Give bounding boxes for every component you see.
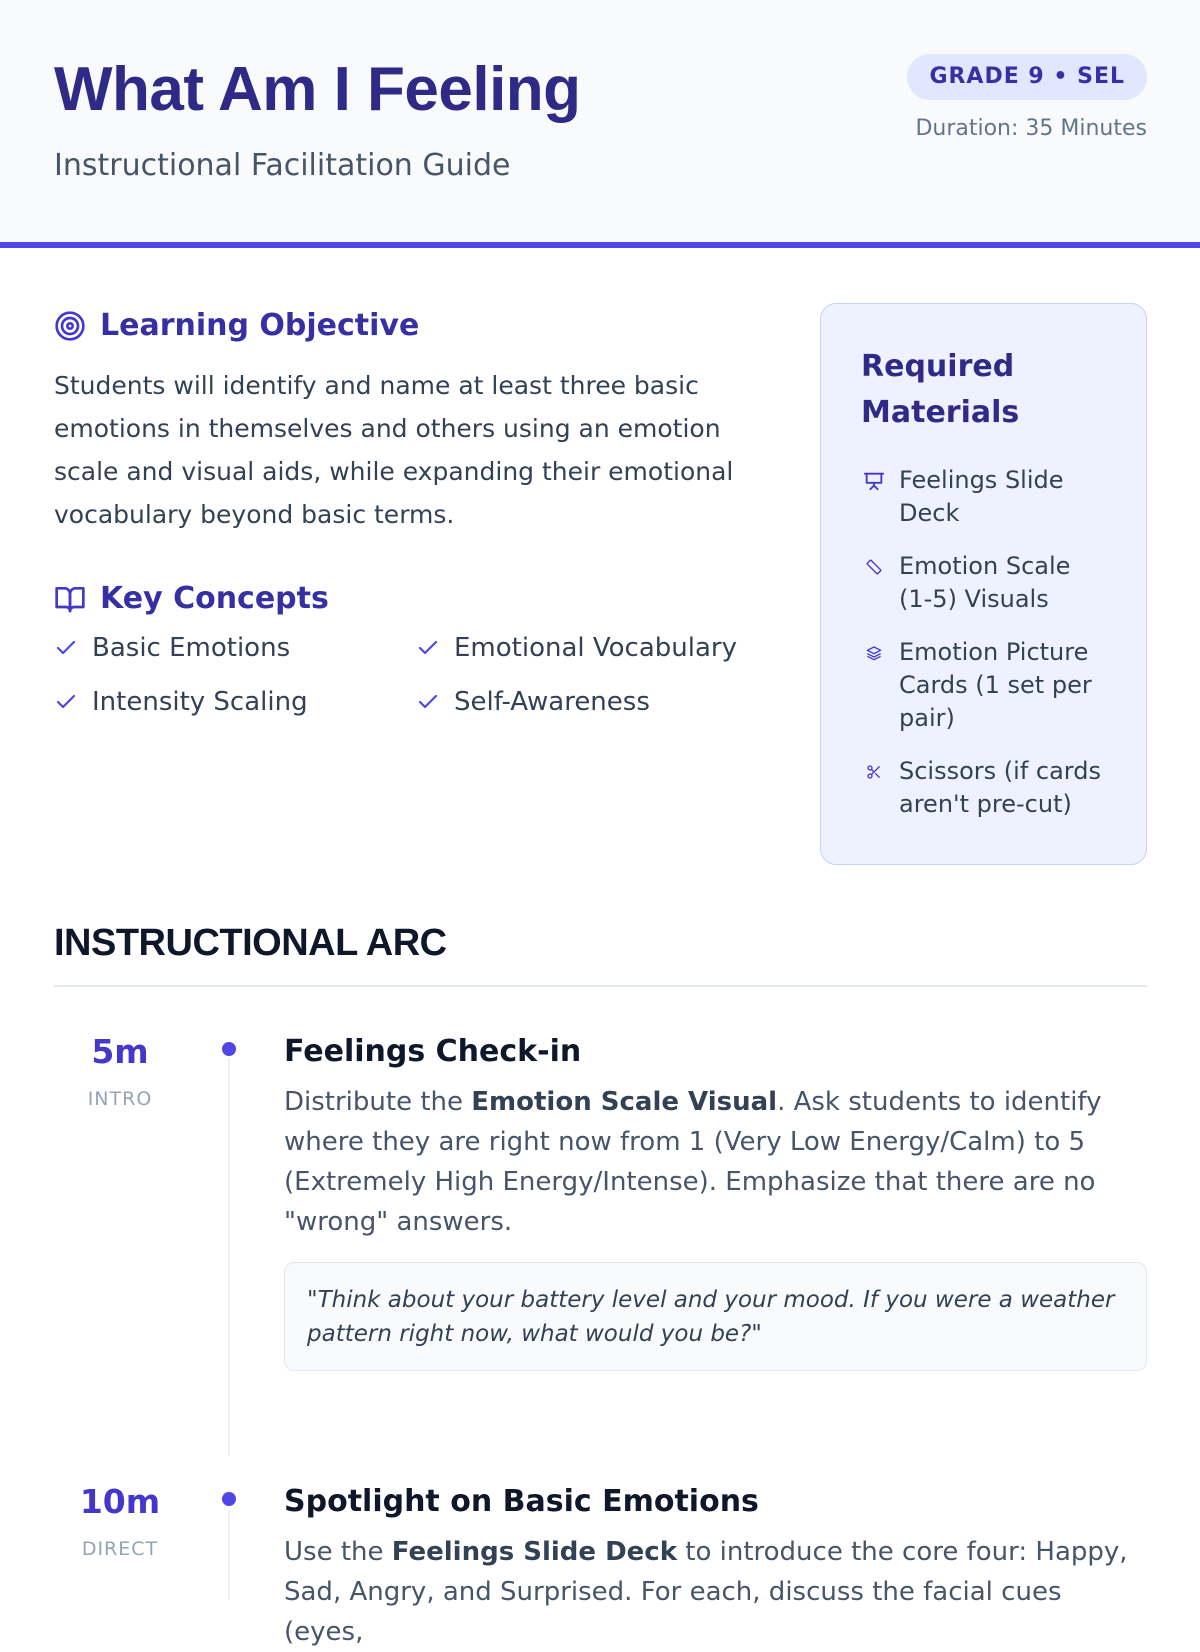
concept-item	[54, 630, 416, 666]
page-subtitle: Instructional Facilitation Guide	[54, 148, 511, 183]
objective-text: Students will identify and name at least three basic emotions in themselves and others using an emotion scale and visual aids, while expanding their emotional vocabulary beyond basic terms.	[54, 371, 734, 529]
material-item	[861, 464, 1106, 530]
step-body-text: . Ask students to identify where they are right now from 1 (Very Low Energy/Calm) to 5 (Extremely High Energy/Intense). Emphasize that there are no "wrong" answers.	[284, 1087, 1102, 1237]
step-body-emphasis: Emotion Scale Visual	[471, 1087, 778, 1117]
step-body-text: Distribute the	[284, 1087, 472, 1117]
material-label: Scissors (if cards aren't pre-cut)	[899, 757, 1101, 818]
step-body-emphasis: Feelings Slide Deck	[391, 1537, 677, 1567]
concept-label: Emotional Vocabulary	[454, 633, 738, 663]
materials-heading: Required Materials	[861, 349, 1020, 430]
step-title: Spotlight on Basic Emotions	[284, 1484, 759, 1519]
book-open-icon	[54, 583, 86, 615]
page-title: What Am I Feeling	[54, 55, 581, 124]
concept-label: Self-Awareness	[454, 687, 650, 717]
arc-heading: INSTRUCTIONAL ARC	[54, 922, 447, 964]
check-icon	[416, 636, 440, 660]
step-phase: INTRO	[87, 1088, 153, 1110]
step-time: 10m	[79, 1482, 161, 1521]
step-quote: "Think about your battery level and your mood. If you were a weather pattern right now, what would you be?"	[284, 1262, 1147, 1371]
step-body-text: Use the	[284, 1537, 392, 1567]
step-body	[284, 1082, 1147, 1242]
concepts-list	[54, 630, 754, 720]
objective-heading	[54, 308, 419, 343]
step-title: Feelings Check-in	[284, 1034, 582, 1069]
material-label: Feelings Slide Deck	[899, 466, 1064, 527]
material-item	[861, 550, 1106, 616]
check-icon	[416, 690, 440, 714]
concept-item	[416, 684, 754, 720]
step-phase: DIRECT	[81, 1538, 159, 1560]
step-body	[284, 1532, 1147, 1652]
materials-card	[820, 303, 1147, 865]
concept-label: Basic Emotions	[92, 633, 291, 663]
grade-badge: GRADE 9 • SEL	[907, 54, 1147, 100]
check-icon	[54, 636, 78, 660]
duration-text: Duration: 35 Minutes	[915, 116, 1147, 141]
ruler-icon	[861, 550, 887, 583]
material-label: Emotion Picture Cards (1 set per pair)	[899, 638, 1092, 732]
material-label: Emotion Scale (1-5) Visuals	[899, 552, 1071, 613]
target-icon	[54, 310, 86, 342]
concept-item	[54, 684, 416, 720]
concepts-heading	[54, 581, 329, 616]
header	[0, 0, 1200, 248]
concepts-heading-label: Key Concepts	[100, 581, 329, 616]
concept-item	[416, 630, 754, 666]
concept-label: Intensity Scaling	[92, 687, 308, 717]
timeline-dot	[222, 1042, 236, 1056]
check-icon	[54, 690, 78, 714]
timeline-line	[228, 1508, 230, 1600]
material-item	[861, 755, 1106, 821]
presentation-icon	[861, 464, 887, 497]
arc-divider	[54, 985, 1147, 987]
step-body-text: to introduce the core four: Happy, Sad, Angry, and Surprised. For each, discuss the facial cues (eyes,	[284, 1537, 1128, 1647]
step-time: 5m	[91, 1032, 149, 1071]
objective-heading-label: Learning Objective	[100, 308, 420, 343]
timeline-line	[228, 1058, 230, 1456]
material-item	[861, 636, 1106, 735]
timeline-dot	[222, 1492, 236, 1506]
layers-icon	[861, 636, 887, 669]
scissors-icon	[861, 755, 887, 788]
